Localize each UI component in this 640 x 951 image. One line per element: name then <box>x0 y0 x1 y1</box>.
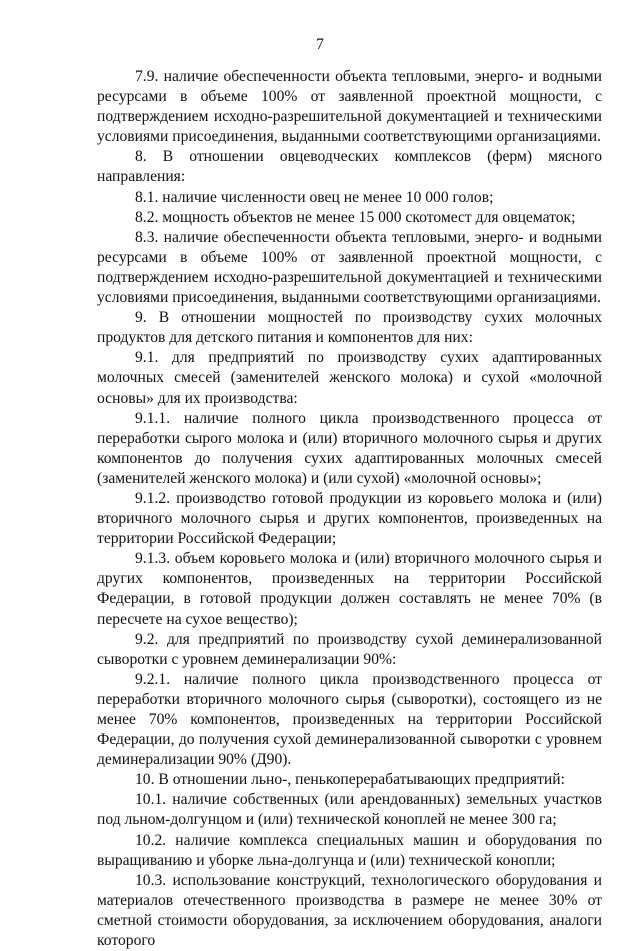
paragraph-9-1-1: 9.1.1. наличие полного цикла производственного процесса от переработки сырого молока и (или) вторичного молочного сырья и других компонентов до получения сухих адаптированных молочных смесей (заменителей женского молока) и (или сухой) «молочной основы»; <box>97 409 602 487</box>
paragraph-9-1: 9.1. для предприятий по производству сухих адаптированных молочных смесей (заменителей женского молока) и сухой «молочной основы» для их производства: <box>97 349 602 407</box>
document-body <box>97 67 602 951</box>
paragraph-10: 10. В отношении льно-, пенькоперерабатывающих предприятий: <box>135 771 565 789</box>
paragraph-10-2: 10.2. наличие комплекса специальных машин и оборудования по выращиванию и уборке льна-долгунца и (или) технической конопли; <box>97 831 602 869</box>
paragraph-10-1: 10.1. наличие собственных (или арендованных) земельных участков под льном-долгунцом и (или) технической коноплей не менее 300 га; <box>97 791 602 829</box>
paragraph-8: 8. В отношении овцеводческих комплексов (ферм) мясного направления: <box>97 148 602 186</box>
paragraph-9-2: 9.2. для предприятий по производству сухой деминерализованной сыворотки с уровнем деминерализации 90%: <box>97 630 602 668</box>
paragraph-9-2-1: 9.2.1. наличие полного цикла производственного процесса от переработки вторичного молочного сырья (сыворотки), состоящего из не менее 70% компонентов, произведенных на территории Российской Федерации, до получения сухой деминерализованной сыворотки с уровнем деминерализации 90% (Д90). <box>97 670 602 769</box>
paragraph-8-2: 8.2. мощность объектов не менее 15 000 скотомест для овцематок; <box>135 208 576 226</box>
paragraph-9-1-3: 9.1.3. объем коровьего молока и (или) вторичного молочного сырья и других компонентов, произведенных на территории Российской Федерации, в готовой продукции должен составлять не менее 70% (в пересчете на сухое вещество); <box>97 550 602 628</box>
page-number: 7 <box>316 36 324 53</box>
paragraph-10-3: 10.3. использование конструкций, технологического оборудования и материалов отечественного производства в размере не менее 30% от сметной стоимости оборудования, за исключением оборудования, аналоги которого <box>97 871 602 950</box>
paragraph-8-3: 8.3. наличие обеспеченности объекта тепловыми, энерго- и водными ресурсами в объеме 100% от заявленной проектной мощности, с подтверждением исходно-разрешительной документацией и техническими условиями присоединения, выданными соответствующими организациями. <box>97 228 602 307</box>
paragraph-7-9: 7.9. наличие обеспеченности объекта тепловыми, энерго- и водными ресурсами в объеме 100% от заявленной проектной мощности, с подтверждением исходно-разрешительной документацией и техническими условиями присоединения, выданными соответствующими организациями. <box>97 68 602 146</box>
paragraph-9: 9. В отношении мощностей по производству сухих молочных продуктов для детского питания и компонентов для них: <box>97 309 602 347</box>
paragraph-9-1-2: 9.1.2. производство готовой продукции из коровьего молока и (или) вторичного молочного сырья и других компонентов, произведенных на территории Российской Федерации; <box>97 489 602 548</box>
paragraph-8-1: 8.1. наличие численности овец не менее 10 000 голов; <box>135 188 494 206</box>
